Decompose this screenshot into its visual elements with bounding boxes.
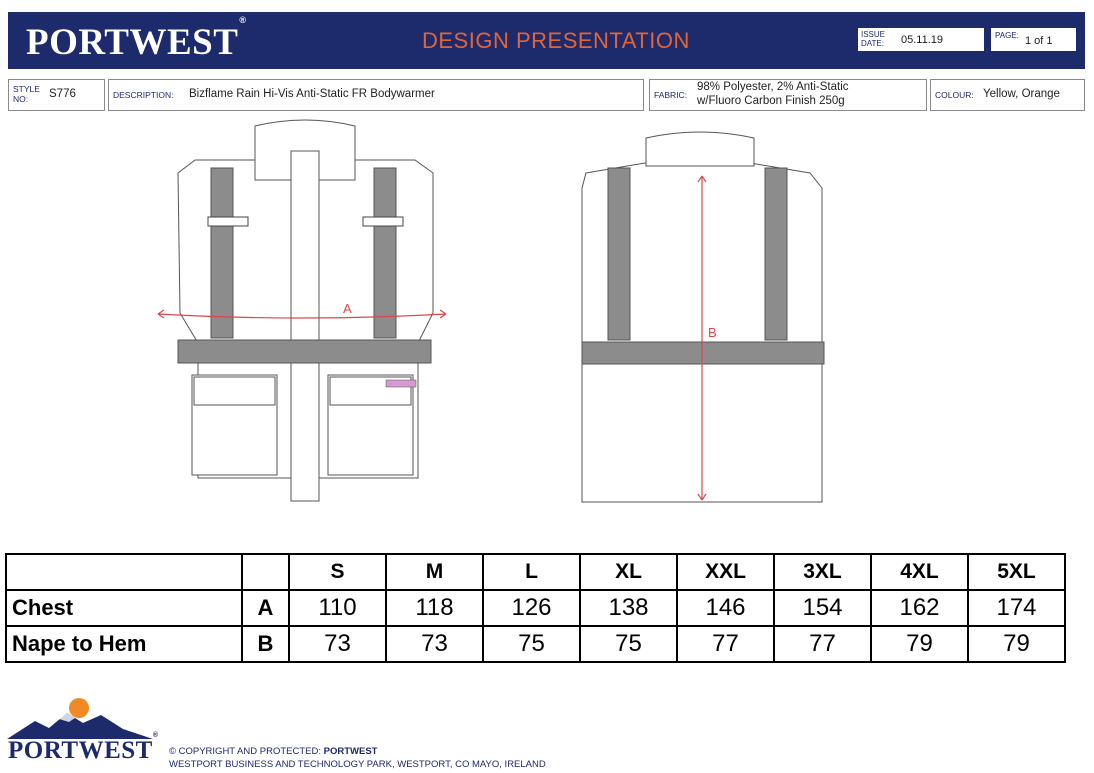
row-label-chest: Chest bbox=[6, 590, 242, 626]
fabric-label: FABRIC: bbox=[654, 90, 688, 100]
front-waist-tape bbox=[178, 340, 431, 363]
chest-value: 146 bbox=[677, 590, 774, 626]
chest-value: 110 bbox=[289, 590, 386, 626]
chest-value: 126 bbox=[483, 590, 580, 626]
chest-value: 154 bbox=[774, 590, 871, 626]
right-tab bbox=[363, 217, 403, 226]
colour-value: Yellow, Orange bbox=[983, 88, 1060, 100]
nape-value: 75 bbox=[483, 626, 580, 662]
header-code-cell bbox=[242, 554, 289, 590]
back-left-tape bbox=[608, 168, 630, 340]
back-waist-tape bbox=[582, 342, 824, 364]
nape-value: 73 bbox=[289, 626, 386, 662]
chest-value: 174 bbox=[968, 590, 1065, 626]
front-zip-placket bbox=[291, 151, 319, 501]
page-box bbox=[990, 27, 1077, 52]
fabric-box bbox=[649, 79, 927, 111]
issue-date-box bbox=[857, 27, 985, 52]
nape-value: 75 bbox=[580, 626, 677, 662]
issue-label: ISSUE bbox=[861, 30, 886, 39]
header-banner bbox=[8, 12, 1085, 69]
date-label: DATE: bbox=[861, 39, 884, 48]
fabric-line-1: 98% Polyester, 2% Anti-Static bbox=[697, 81, 849, 93]
label-patch bbox=[386, 380, 416, 387]
left-tab bbox=[208, 217, 248, 226]
front-left-tape bbox=[211, 168, 233, 338]
size-header-row bbox=[6, 554, 1065, 590]
description-label: DESCRIPTION: bbox=[113, 90, 174, 100]
chest-value: 162 bbox=[871, 590, 968, 626]
left-pocket-flap bbox=[194, 377, 275, 405]
size-xxl: XXL bbox=[677, 554, 774, 590]
nape-value: 73 bbox=[386, 626, 483, 662]
measure-label-a: A bbox=[343, 301, 352, 316]
row-label-nape-to-hem: Nape to Hem bbox=[6, 626, 242, 662]
header-blank-cell bbox=[6, 554, 242, 590]
page-value: 1 of 1 bbox=[1025, 35, 1053, 47]
back-collar bbox=[646, 132, 754, 166]
measure-label-b: B bbox=[708, 325, 717, 340]
chest-value: 138 bbox=[580, 590, 677, 626]
front-right-tape bbox=[374, 168, 396, 338]
row-code-b: B bbox=[242, 626, 289, 662]
size-xl: XL bbox=[580, 554, 677, 590]
copyright-line: © COPYRIGHT AND PROTECTED: PORTWEST bbox=[169, 746, 378, 757]
size-s: S bbox=[289, 554, 386, 590]
size-m: M bbox=[386, 554, 483, 590]
back-view-drawing bbox=[560, 118, 850, 518]
style-no-box bbox=[8, 79, 105, 111]
nape-to-hem-row bbox=[6, 626, 1065, 662]
back-right-tape bbox=[765, 168, 787, 340]
colour-box bbox=[930, 79, 1085, 111]
no-label: NO: bbox=[13, 94, 29, 104]
row-code-a: A bbox=[242, 590, 289, 626]
brand-logo: PORTWEST® bbox=[26, 14, 247, 63]
size-5xl: 5XL bbox=[968, 554, 1065, 590]
footer-brand: PORTWEST® bbox=[8, 731, 159, 764]
colour-label: COLOUR: bbox=[935, 90, 974, 100]
nape-value: 79 bbox=[871, 626, 968, 662]
nape-value: 79 bbox=[968, 626, 1065, 662]
size-l: L bbox=[483, 554, 580, 590]
chest-value: 118 bbox=[386, 590, 483, 626]
size-chart-table bbox=[5, 553, 1066, 663]
size-4xl: 4XL bbox=[871, 554, 968, 590]
front-view-drawing bbox=[150, 118, 460, 518]
style-no-value: S776 bbox=[49, 88, 76, 100]
nape-value: 77 bbox=[677, 626, 774, 662]
address-line: WESTPORT BUSINESS AND TECHNOLOGY PARK, WESTPORT, CO MAYO, IRELAND bbox=[169, 759, 546, 770]
issue-date-value: 05.11.19 bbox=[901, 34, 944, 46]
page-label: PAGE: bbox=[995, 31, 1019, 40]
document-title: DESIGN PRESENTATION bbox=[422, 28, 690, 53]
chest-row bbox=[6, 590, 1065, 626]
description-box bbox=[108, 79, 644, 111]
size-3xl: 3XL bbox=[774, 554, 871, 590]
style-label: STYLE bbox=[13, 84, 40, 94]
nape-value: 77 bbox=[774, 626, 871, 662]
description-value: Bizflame Rain Hi-Vis Anti-Static FR Bodywarmer bbox=[189, 88, 435, 100]
fabric-line-2: w/Fluoro Carbon Finish 250g bbox=[697, 95, 845, 107]
